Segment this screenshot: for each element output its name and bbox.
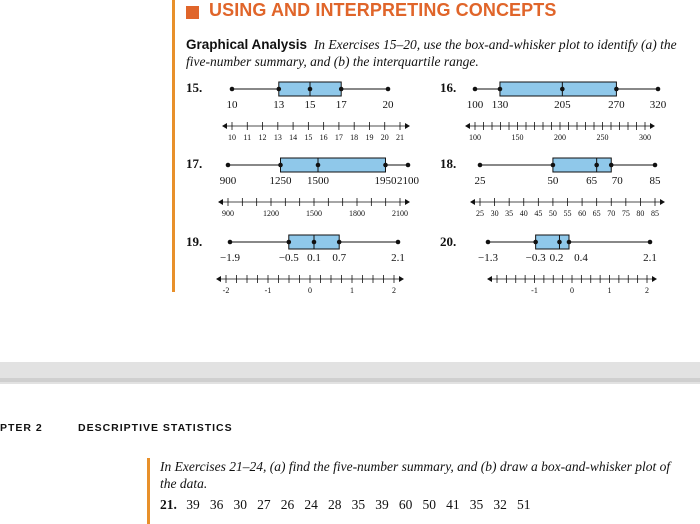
five-number-point xyxy=(533,240,538,245)
five-number-label: 270 xyxy=(608,99,625,111)
five-number-label: −0.3 xyxy=(525,252,546,264)
five-number-label: 900 xyxy=(219,175,237,187)
axis-tick-label: 25 xyxy=(476,209,484,218)
axis-arrow-left xyxy=(487,276,492,282)
five-number-label: 1950 xyxy=(374,175,397,187)
axis-tick-label: 1800 xyxy=(349,209,365,218)
five-number-point xyxy=(228,240,233,245)
margin-rule xyxy=(147,458,150,524)
intro-lead: Graphical Analysis xyxy=(186,37,308,52)
axis-tick-label: 45 xyxy=(534,209,543,218)
five-number-label: 205 xyxy=(554,99,571,111)
axis-tick-label: 75 xyxy=(621,209,630,218)
five-number-label: 1500 xyxy=(307,175,329,187)
axis-tick-label: 11 xyxy=(243,133,252,142)
five-number-point xyxy=(226,163,231,168)
axis-arrow-left xyxy=(222,123,227,129)
five-number-label: −0.5 xyxy=(278,252,299,264)
five-number-point xyxy=(230,87,235,92)
five-number-label: 15 xyxy=(304,99,316,111)
five-number-point xyxy=(277,87,282,92)
five-number-point xyxy=(486,240,491,245)
exercise-number: 16. xyxy=(440,80,457,95)
exercise-21 xyxy=(160,497,531,513)
five-number-point xyxy=(339,87,344,92)
axis-tick-label: 18 xyxy=(350,133,359,142)
five-number-point xyxy=(396,240,401,245)
five-number-point xyxy=(386,87,391,92)
axis-arrow-right xyxy=(405,123,410,129)
intro-text: In Exercises 15–20, use the box-and-whisker plot to identify (a) the five-number summary, and (b) the interquartile range. xyxy=(186,37,677,69)
axis-tick-label: 30 xyxy=(490,209,499,218)
axis-tick-label: 50 xyxy=(548,209,557,218)
iqr-box xyxy=(500,82,616,96)
five-number-point xyxy=(498,87,503,92)
five-number-point xyxy=(653,163,658,168)
axis-tick-label: 2 xyxy=(392,286,396,295)
five-number-label: 13 xyxy=(273,99,285,111)
five-number-label: 100 xyxy=(466,99,484,111)
five-number-point xyxy=(648,240,653,245)
axis-arrow-left xyxy=(470,199,475,205)
page-shadow xyxy=(0,378,700,382)
five-number-point xyxy=(560,87,565,92)
axis-tick-label: 100 xyxy=(469,133,481,142)
five-number-label: 1250 xyxy=(269,175,292,187)
axis-tick-label: 300 xyxy=(639,133,651,142)
axis-tick-label: 250 xyxy=(596,133,609,142)
five-number-point xyxy=(312,240,317,245)
five-number-label: 0.1 xyxy=(307,252,321,264)
five-number-label: 320 xyxy=(649,99,667,111)
axis-tick-label: 85 xyxy=(651,209,659,218)
axis-arrow-right xyxy=(660,199,665,205)
five-number-point xyxy=(337,240,342,245)
iqr-box xyxy=(281,158,386,172)
five-number-point xyxy=(614,87,619,92)
axis-tick-label: -2 xyxy=(222,286,230,295)
five-number-point xyxy=(557,240,562,245)
five-number-label: 17 xyxy=(335,99,347,111)
axis-tick-label: 40 xyxy=(519,209,528,218)
chapter-label: PTER 2 xyxy=(0,422,43,434)
five-number-label: 2100 xyxy=(397,175,419,187)
axis-arrow-right xyxy=(399,276,404,282)
axis-tick-label: 0 xyxy=(570,286,574,295)
axis-tick-label: 10 xyxy=(228,133,236,142)
axis-arrow-left xyxy=(465,123,470,129)
axis-tick-label: 900 xyxy=(222,209,234,218)
five-number-label: −1.9 xyxy=(220,252,240,264)
axis-arrow-left xyxy=(218,199,223,205)
axis-tick-label: 1200 xyxy=(263,209,279,218)
five-number-point xyxy=(551,163,556,168)
axis-tick-label: 19 xyxy=(365,133,374,142)
five-number-point xyxy=(473,87,478,92)
axis-tick-label: 15 xyxy=(304,133,313,142)
five-number-label: −1.3 xyxy=(478,252,498,264)
five-number-point xyxy=(594,163,599,168)
five-number-point xyxy=(287,240,292,245)
five-number-label: 10 xyxy=(226,99,238,111)
exercise-number: 19. xyxy=(186,234,203,249)
five-number-label: 0.7 xyxy=(332,252,347,264)
axis-tick-label: 70 xyxy=(607,209,616,218)
five-number-label: 130 xyxy=(491,99,509,111)
axis-tick-label: 20 xyxy=(380,133,389,142)
five-number-point xyxy=(406,163,411,168)
five-number-point xyxy=(308,87,313,92)
five-number-point xyxy=(656,87,661,92)
axis-tick-label: 1500 xyxy=(306,209,322,218)
exercise-number: 21. xyxy=(160,497,177,512)
axis-arrow-left xyxy=(216,276,221,282)
exercise-number: 17. xyxy=(186,156,203,171)
axis-tick-label: -1 xyxy=(531,286,538,295)
exercise-number: 18. xyxy=(440,156,457,171)
five-number-point xyxy=(278,163,283,168)
five-number-point xyxy=(478,163,483,168)
iqr-box xyxy=(536,235,569,249)
exercise-number: 20. xyxy=(440,234,457,249)
axis-arrow-right xyxy=(650,123,655,129)
five-number-label: 2.1 xyxy=(643,252,657,264)
five-number-label: 50 xyxy=(547,175,559,187)
axis-tick-label: 55 xyxy=(563,209,572,218)
axis-tick-label: 21 xyxy=(396,133,404,142)
axis-tick-label: 60 xyxy=(578,209,587,218)
chapter-title: DESCRIPTIVE STATISTICS xyxy=(78,422,233,434)
axis-tick-label: 2100 xyxy=(392,209,408,218)
axis-tick-label: 35 xyxy=(505,209,514,218)
axis-tick-label: 80 xyxy=(636,209,645,218)
iqr-box xyxy=(553,158,611,172)
axis-tick-label: 2 xyxy=(645,286,649,295)
five-number-point xyxy=(316,163,321,168)
five-number-label: 2.1 xyxy=(391,252,405,264)
five-number-label: 0.2 xyxy=(549,252,564,264)
axis-tick-label: 1 xyxy=(607,286,612,295)
exercise-21-data: 39 36 30 27 26 24 28 35 39 60 50 41 35 32 51 xyxy=(186,497,531,512)
exercise-number: 15. xyxy=(186,80,203,95)
five-number-point xyxy=(609,163,614,168)
five-number-point xyxy=(383,163,388,168)
axis-tick-label: 16 xyxy=(319,133,328,142)
exercise-instructions: In Exercises 21–24, (a) find the five-number summary, and (b) draw a box-and-whisker plot of the data. xyxy=(160,459,671,491)
axis-tick-label: 12 xyxy=(258,133,267,142)
axis-tick-label: 150 xyxy=(511,133,524,142)
five-number-label: 70 xyxy=(611,175,623,187)
five-number-label: 20 xyxy=(382,99,394,111)
axis-arrow-right xyxy=(405,199,410,205)
axis-tick-label: 1 xyxy=(350,286,354,295)
section-title: USING AND INTERPRETING CONCEPTS xyxy=(209,0,557,20)
axis-tick-label: 17 xyxy=(334,133,343,142)
five-number-label: 0.4 xyxy=(574,252,588,264)
axis-tick-label: 14 xyxy=(289,133,298,142)
five-number-point xyxy=(567,240,572,245)
axis-tick-label: 0 xyxy=(308,286,312,295)
axis-tick-label: 13 xyxy=(273,133,282,142)
axis-arrow-right xyxy=(652,276,657,282)
axis-tick-label: 200 xyxy=(554,133,566,142)
axis-tick-label: -1 xyxy=(264,286,272,295)
five-number-label: 25 xyxy=(474,175,486,187)
five-number-label: 65 xyxy=(586,175,598,187)
five-number-label: 85 xyxy=(649,175,661,187)
axis-tick-label: 65 xyxy=(592,209,601,218)
